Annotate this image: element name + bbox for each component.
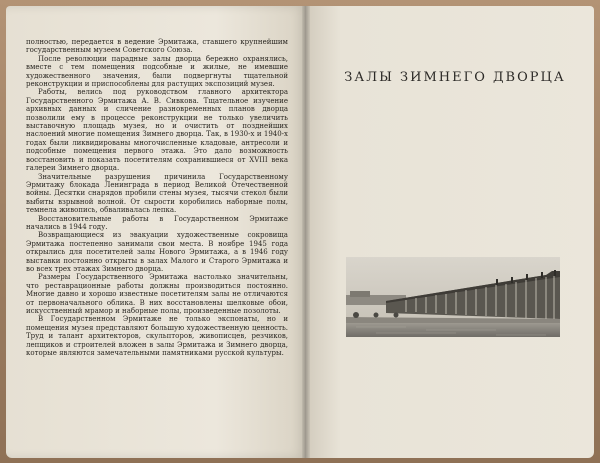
paragraph: Работы, велись под руководством главного архитектора Государственного Эрмитажа А. В. Сивкова. Тщательное изучение архивных данных и сличение разновременных планов дворца позволили ему в процессе реконструкции не только увеличить выставочную площадь музея, но и очистить от позднейших наслоений многие помещения Зимнего дворца. Так, в 1930-х и 1940-х годах были ликвидированы многочисленные кладовые, антресоли и подсобные помещения первого этажа. Это дало возможность восстановить и показать посетителям сохранившиеся от XVIII века галереи Зимнего дворца. — [26, 88, 288, 173]
paragraph: Восстановительные работы в Государственном Эрмитаже начались в 1944 году. — [26, 214, 288, 231]
left-page-text — [26, 38, 288, 357]
palace-illustration — [346, 257, 560, 337]
paragraph: После революции парадные залы дворца бережно охранялись, вместе с тем помещения подсобные и жилые, не имевшие художественного значения, были подвергнуты тщательной реконструкции и приспособлены для растущих экспозиций музея. — [26, 54, 288, 89]
right-page — [306, 6, 594, 458]
paragraph: Значительные разрушения причинила Государственному Эрмитажу блокада Ленинграда в период Великой Отечественной войны. Десятки снарядов пробили стены музея, тысячи стекол были выбиты взрывной волной. От сырости коробились наборные полы, темнела живопись, обваливалась лепка. — [26, 172, 288, 215]
paragraph: полностью, передается в ведение Эрмитажа, ставшего крупнейшим государственным музеем Советского Союза. — [26, 38, 288, 55]
winter-palace-photo — [346, 257, 560, 337]
section-title: ЗАЛЫ ЗИМНЕГО ДВОРЦА — [344, 70, 566, 85]
paragraph: Размеры Государственного Эрмитажа настолько значительны, что реставрационные работы должны производиться постоянно. Многие давно и хорошо известные посетителям залы не отличаются от первоначального облика. В них восстановлены шелковые обои, искусственный мрамор и наборные полы, произведенные позолоты. — [26, 273, 288, 315]
left-page — [6, 6, 306, 458]
book-spine — [302, 6, 310, 458]
open-book — [6, 6, 594, 458]
paragraph: В Государственном Эрмитаже не только экспонаты, но и помещения музея представляют большую художественную ценность. Труд и талант архитекторов, скульпторов, живописцев, резчиков, лепщиков и строителей вложен в залы Эрмитажа и Зимнего дворца, которые являются замечательными памятниками русской культуры. — [26, 315, 288, 358]
paragraph: Возвращающиеся из эвакуации художественные сокровища Эрмитажа постепенно занимали свои места. В ноябре 1945 года открылись для посетителей залы Нового Эрмитажа, а в 1946 году выставки постоянно открыты в залах Малого и Старого Эрмитажа и во всех трех этажах Зимнего дворца. — [26, 231, 288, 273]
